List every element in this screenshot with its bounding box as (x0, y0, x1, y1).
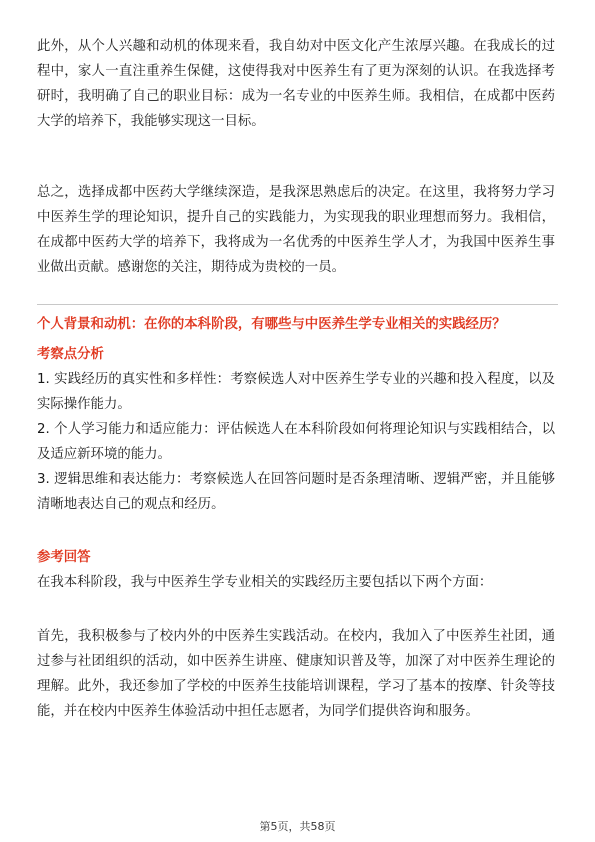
reference-heading: 参考回答 (37, 550, 91, 565)
analysis-item: 2. 个人学习能力和适应能力：评估候选人在本科阶段如何将理论知识与实践相结合，以及适应新环境的能力。 (37, 422, 555, 462)
paragraph-conclusion: 总之，选择成都中医药大学继续深造，是我深思熟虑后的决定。在这里，我将努力学习中医养生学的理论知识，提升自己的实践能力，为实现我的职业理想而努力。我相信，在成都中医药大学的培养下，我将成为一名优秀的中医养生学人才，为我国中医养生事业做出贡献。感谢您的关注，期待成为贵校的一员。 (37, 185, 555, 275)
section-divider (37, 304, 558, 305)
analysis-item: 3. 逻辑思维和表达能力：考察候选人在回答问题时是否条理清晰、逻辑严密，并且能够清晰地表达自己的观点和经历。 (37, 472, 555, 512)
analysis-list (37, 367, 555, 517)
analysis-heading: 考察点分析 (37, 347, 104, 362)
analysis-item: 1. 实践经历的真实性和多样性：考察候选人对中医养生学专业的兴趣和投入程度，以及实际操作能力。 (37, 372, 555, 412)
reference-intro: 在我本科阶段，我与中医养生学专业相关的实践经历主要包括以下两个方面： (37, 575, 493, 590)
interview-question: 个人背景和动机：在你的本科阶段，有哪些与中医养生学专业相关的实践经历？ (37, 317, 506, 332)
page-number: 第5页，共58页 (259, 820, 336, 833)
paragraph-interest-motivation: 此外，从个人兴趣和动机的体现来看，我自幼对中医文化产生浓厚兴趣。在我成长的过程中，家人一直注重养生保健，这使得我对中医养生有了更为深刻的认识。在我选择考研时，我明确了自己的职业目标：成为一名专业的中医养生师。我相信，在成都中医药大学的培养下，我能够实现这一目标。 (37, 39, 555, 129)
reference-body: 首先，我积极参与了校内外的中医养生实践活动。在校内，我加入了中医养生社团，通过参与社团组织的活动，如中医养生讲座、健康知识普及等，加深了对中医养生理论的理解。此外，我还参加了学校的中医养生技能培训课程，学习了基本的按摩、针灸等技能，并在校内中医养生体验活动中担任志愿者，为同学们提供咨询和服务。 (37, 629, 555, 719)
